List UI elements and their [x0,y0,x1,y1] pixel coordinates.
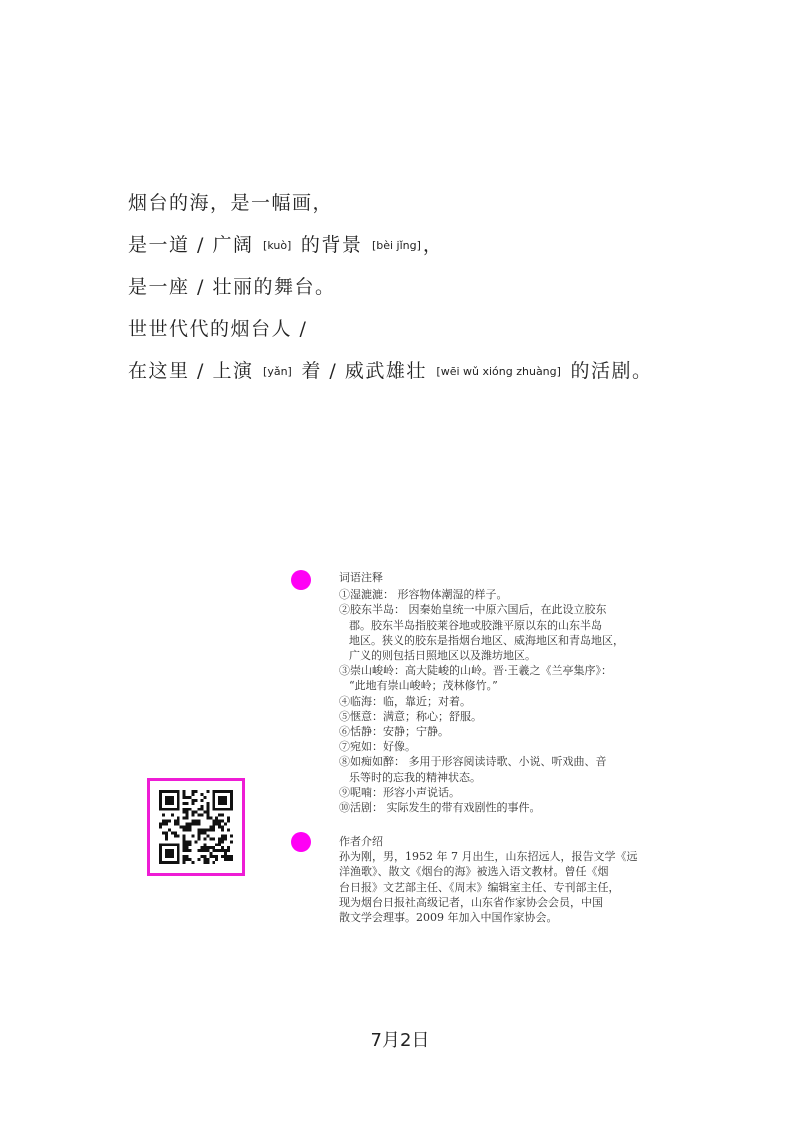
note-line: ⑦宛如：好像。 [339,740,416,754]
note-line: ⑥恬静：安静；宁静。 [339,725,449,739]
word-notes [339,570,669,815]
pinyin-annotation: [bèi jǐng] [371,239,421,252]
qr-code-icon [159,790,233,864]
poem-text: 着 / 威武雄壮 [293,360,435,382]
poem-line [128,266,652,308]
note-line: ④临海：临，靠近；对着。 [339,694,471,708]
note-item [339,800,669,815]
author-line: 台日报》文艺部主任、《周末》编辑室主任、专刊部主任， [339,880,620,894]
author-line: 孙为刚，男，1952 年 7 月出生，山东招远人，报告文学《远 [339,850,638,864]
poem-line [128,182,652,224]
notes-bullet-icon [291,570,311,590]
author-text [339,849,669,925]
note-line: ①湿漉漉： 形容物体潮湿的样子。 [339,588,508,602]
note-line: ③崇山峻岭：高大陡峻的山岭。晋·王羲之《兰亭集序》： [339,664,612,678]
poem-line [128,308,652,350]
note-item [339,694,669,709]
note-item [339,663,669,693]
note-line: 乐等时的忘我的精神状态。 [349,770,481,784]
note-item [339,754,669,784]
qr-code[interactable] [147,778,245,876]
note-line: 地区。狭义的胶东是指烟台地区、威海地区和青岛地区， [349,633,624,647]
note-line: ⑩活剧： 实际发生的带有戏剧性的事件。 [339,801,541,815]
author-line: 散文学会理事。2009 年加入中国作家协会。 [339,911,558,925]
pinyin-annotation: [yǎn] [263,365,292,378]
note-item [339,724,669,739]
author-line: 现为烟台日报社高级记者，山东省作家协会会员，中国 [339,895,603,909]
poem-text: 烟台的海，是一幅画， [128,192,334,214]
note-line: ⑨呢喃：形容小声说话。 [339,785,460,799]
poem-text: ， [422,234,444,256]
notes-heading: 词语注释 [339,571,383,584]
note-item [339,739,669,754]
poem-text: 的活剧。 [562,360,653,382]
poem-text: 是一座 / 壮丽的舞台。 [128,276,336,298]
notes-list [339,587,669,815]
poem-text: 的背景 [293,234,370,256]
note-line: “此地有崇山峻岭；茂林修竹。” [349,679,498,693]
pinyin-annotation: [wēi wǔ xióng zhuàng] [436,365,561,378]
poem-text: 在这里 / 上演 [128,360,262,382]
poem-line [128,350,652,392]
note-line: 郡。胶东半岛指胶莱谷地或胶潍平原以东的山东半岛 [349,618,602,632]
poem [128,182,652,392]
note-line: 广义的则包括日照地区以及潍坊地区。 [349,649,536,663]
note-item [339,602,669,663]
note-line: ⑧如痴如醉： 多用于形容阅读诗歌、小说、听戏曲、音 [339,755,607,769]
note-line: ②胶东半岛： 因秦始皇统一中原六国后，在此设立胶东 [339,603,607,617]
author-heading: 作者介绍 [339,835,383,848]
author-bullet-icon [291,832,311,852]
note-item [339,587,669,602]
note-line: ⑤惬意：满意；称心；舒服。 [339,709,482,723]
poem-line [128,224,652,266]
author-intro [339,834,669,925]
note-item [339,709,669,724]
note-item [339,785,669,800]
page-date: 7月2日 [370,1030,430,1051]
poem-text: 世世代代的烟台人 / [128,318,308,340]
poem-text: 是一道 / 广阔 [128,234,262,256]
pinyin-annotation: [kuò] [263,239,292,252]
author-line: 洋渔歌》、散文《烟台的海》被选入语文教材。曾任《烟 [339,865,609,879]
